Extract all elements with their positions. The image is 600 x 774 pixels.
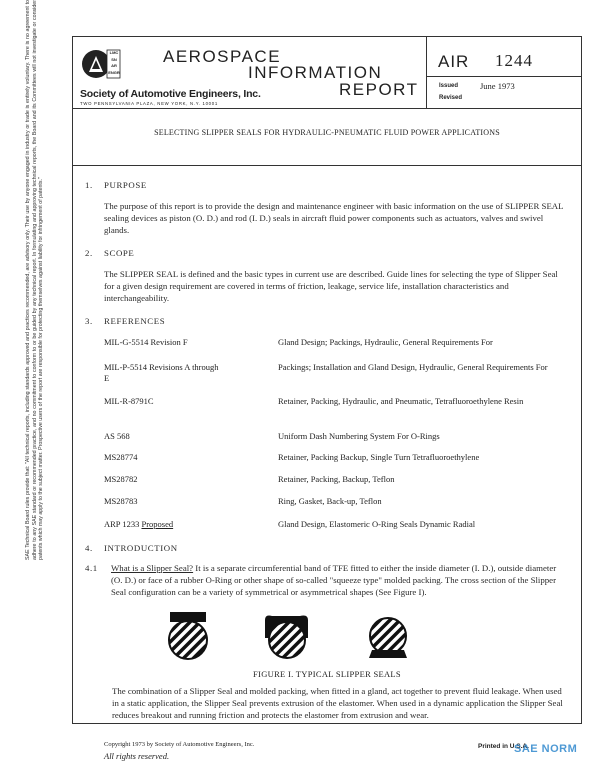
figure-1-seals xyxy=(160,610,460,670)
issued-divider xyxy=(426,76,582,77)
logo-line-1: LMC xyxy=(109,50,119,55)
section-2-number: 2. xyxy=(85,248,93,258)
header-divider xyxy=(72,108,582,109)
issued-date: June 1973 xyxy=(480,81,515,91)
section-1-text: The purpose of this report is to provide the design and maintenance engineer with basic information on the use of SLIPPER SEAL sealing devices as piston (O. D.) and rod (I. D.) seals in aircraft fluid power components such as actuators, valves and swivel glands. xyxy=(104,201,564,235)
sae-norm-watermark: SAE NORM xyxy=(514,743,578,755)
section-4-heading: INTRODUCTION xyxy=(104,543,178,553)
reference-code: MS28782 xyxy=(104,474,138,484)
printed-text: Printed in U.S.A. xyxy=(478,743,529,750)
section-4-1-number: 4.1 xyxy=(85,563,98,573)
title-divider xyxy=(72,165,582,166)
reference-description: Gland Design, Elastomeric O-Ring Seals Dynamic Radial xyxy=(278,519,476,529)
reference-description: Uniform Dash Numbering System For O-Rings xyxy=(278,431,440,441)
seal-1 xyxy=(169,612,207,659)
reference-code: MIL-R-8791C xyxy=(104,396,154,406)
reference-code: MS28783 xyxy=(104,496,138,506)
reference-description: Ring, Gasket, Back-up, Teflon xyxy=(278,496,382,506)
header-vertical-divider xyxy=(426,36,427,108)
title-aerospace: AEROSPACE xyxy=(163,47,282,66)
reference-code-with-note xyxy=(104,519,274,530)
reference-code: MS28774 xyxy=(104,452,138,462)
logo-line-2: SN xyxy=(111,56,117,62)
rights-text: All rights reserved. xyxy=(104,751,170,761)
section-4-1-continued-text: The combination of a Slipper Seal and molded packing, when fitted in a gland, act together to prevent fluid leakage. When used in a static application, the Slipper Seal prevents extrusion of the elastomer. When used in a dynamic application the Slipper Seal reduces breakout and running friction and protects the elastomer from extrusion and wear. xyxy=(112,686,563,720)
org-name: Society of Automotive Engineers, Inc. xyxy=(80,88,261,100)
section-4-1-text xyxy=(111,562,567,598)
section-1-number: 1. xyxy=(85,180,93,190)
section-4-1-lead: What is a Slipper Seal? xyxy=(111,563,194,573)
logo-line-4: ENGR xyxy=(108,69,120,75)
reference-description: Retainer, Packing Backup, Single Turn Tetrafluoroethylene xyxy=(278,452,480,462)
reference-proposed: Proposed xyxy=(141,519,174,529)
document-title: SELECTING SLIPPER SEALS FOR HYDRAULIC-PNEUMATIC FLUID POWER APPLICATIONS xyxy=(154,128,500,137)
revised-label: Revised xyxy=(439,95,463,101)
issued-label: Issued xyxy=(439,83,459,89)
slipper-seal-illustration xyxy=(160,610,460,670)
title-report: REPORT xyxy=(339,80,419,99)
copyright-line xyxy=(104,741,254,748)
reference-code: MIL-P-5514 Revisions A through E xyxy=(104,362,219,383)
doc-number: 1244 xyxy=(495,51,533,70)
sae-logo xyxy=(81,44,121,84)
reference-code: ARP 1233 xyxy=(104,519,140,529)
figure-caption: FIGURE I. TYPICAL SLIPPER SEALS xyxy=(253,669,401,679)
doc-type: AIR xyxy=(438,52,470,71)
title-information: INFORMATION xyxy=(248,63,383,82)
reference-description: Retainer, Packing, Hydraulic, and Pneumatic, Tetrafluoroethylene Resin xyxy=(278,396,524,406)
section-4-number: 4. xyxy=(85,543,93,553)
reference-code: MIL-G-5514 Revision F xyxy=(104,337,188,347)
section-1-heading: PURPOSE xyxy=(104,180,147,190)
org-address: TWO PENNSYLVANIA PLAZA, NEW YORK, N.Y. 10001 xyxy=(80,101,218,106)
reference-code: AS 568 xyxy=(104,431,130,441)
section-2-text: The SLIPPER SEAL is defined and the basic types in current use are described. Guide lines for selecting the type of Slipper Seal for a given design requirement are covered in terms of friction, leakage, service life, installation characteristics and interchangeability. xyxy=(104,269,558,303)
logo-line-3: AR xyxy=(111,63,117,68)
reference-description: Retainer, Packing, Backup, Teflon xyxy=(278,474,395,484)
section-4-1-body: It is a separate circumferential band of TFE fitted to either the inside diameter (I. D.), outside diameter (O. D.) or face of a rubber O-Ring or other shape of so-called "squeeze type" molded packing. The cross section of the Slipper Seal configuration can be a variety of symmetrical or asymmetrical shapes (See Figure I). xyxy=(111,563,557,597)
reference-description: Gland Design; Packings, Hydraulic, General Requirements For xyxy=(278,337,493,347)
seal-3 xyxy=(369,618,407,658)
reference-description: Packings; Installation and Gland Design, Hydraulic, General Requirements For xyxy=(278,362,548,372)
section-2-heading: SCOPE xyxy=(104,248,135,258)
section-3-heading: REFERENCES xyxy=(104,316,166,326)
disclaimer-text: SAE Technical Board rules provide that: "All technical reports, including standards approved and practices recommended, are advisory only. Their use by anyone engaged in industry or trade is entirely voluntary. There is no agreement to adhere to any SAE standard or recommended practice, and no commitment to conform to or be guided by any technical report. In formulating and approving technical reports, the Board and its Committees will not investigate or consider patents which may apply to the subject matter. Prospective users of the report are responsible for protecting themselves against liability for infringement of patents." xyxy=(25,0,45,560)
seal-2 xyxy=(265,616,308,659)
copyright-text: Copyright 1973 by Society of Automotive Engineers, Inc. xyxy=(104,741,255,748)
section-3-number: 3. xyxy=(85,316,93,326)
